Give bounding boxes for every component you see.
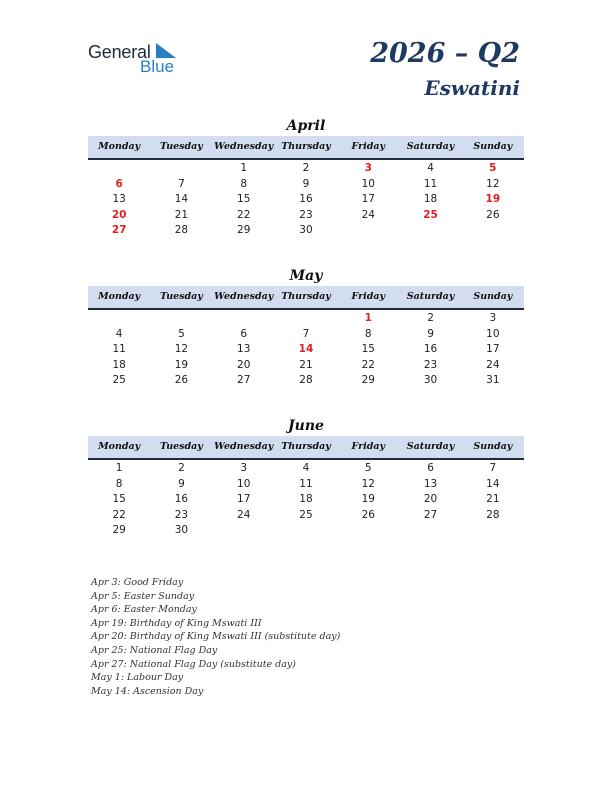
empty-day-cell <box>88 161 150 177</box>
day-cell: 7 <box>178 177 185 190</box>
day-cell: 22 <box>361 358 375 371</box>
day-cell: 26 <box>486 208 500 221</box>
day-cell: 10 <box>361 177 375 190</box>
weekday-label: Sunday <box>473 291 513 302</box>
empty-day-cell <box>150 161 212 177</box>
day-cell: 5 <box>178 327 185 340</box>
day-cell: 15 <box>237 193 251 205</box>
weekday-label: Wednesday <box>214 141 274 152</box>
day-cell: 18 <box>423 193 438 205</box>
day-cell: 4 <box>302 462 310 474</box>
holiday-day-cell: 1 <box>364 312 372 324</box>
day-cell: 27 <box>423 508 438 521</box>
day-cell: 28 <box>299 374 313 386</box>
weekday-label: Saturday <box>406 141 455 152</box>
holiday-day-cell: 27 <box>111 224 127 236</box>
day-cell: 2 <box>427 312 434 324</box>
weekday-label: Thursday <box>281 291 331 302</box>
empty-day-cell <box>213 311 275 327</box>
logo-text-general: General <box>88 42 151 62</box>
day-cell: 2 <box>178 462 185 474</box>
day-cell: 12 <box>361 477 375 490</box>
day-cell: 29 <box>112 524 126 536</box>
holiday-day-cell: 14 <box>298 343 314 355</box>
empty-day-cell <box>150 311 212 327</box>
holiday-note: Apr 20: Birthday of King Mswati III (substitute day) <box>91 631 341 643</box>
day-cell: 17 <box>486 343 500 355</box>
day-cell: 23 <box>174 508 189 521</box>
day-cell: 24 <box>486 358 500 371</box>
month-title: May <box>289 268 323 284</box>
day-cell: 14 <box>486 477 500 490</box>
weekday-label: Sunday <box>473 141 513 152</box>
weekday-label: Friday <box>351 441 386 452</box>
day-cell: 29 <box>361 374 375 386</box>
weekday-label: Monday <box>98 141 141 152</box>
day-cell: 6 <box>427 462 434 474</box>
day-cell: 17 <box>361 193 375 205</box>
day-cell: 27 <box>237 374 251 386</box>
day-cell: 23 <box>423 358 438 371</box>
day-cell: 19 <box>361 493 375 505</box>
day-grid <box>88 310 524 389</box>
day-cell: 12 <box>174 343 189 355</box>
holiday-day-cell: 20 <box>111 208 127 221</box>
page-title: 2026 – Q2 <box>370 38 520 69</box>
day-cell: 30 <box>299 224 313 236</box>
day-cell: 9 <box>302 177 310 190</box>
day-grid <box>88 160 524 239</box>
holiday-note: Apr 19: Birthday of King Mswati III <box>91 617 262 629</box>
day-cell: 14 <box>174 193 189 205</box>
day-cell: 25 <box>299 508 313 521</box>
day-cell: 29 <box>237 224 251 236</box>
weekday-label: Sunday <box>473 441 513 452</box>
day-cell: 23 <box>299 208 313 221</box>
day-cell: 31 <box>486 374 500 386</box>
holiday-day-cell: 25 <box>423 208 438 221</box>
weekday-header <box>88 286 524 310</box>
day-cell: 26 <box>361 508 375 521</box>
holiday-notes <box>91 576 531 698</box>
empty-day-cell <box>275 311 337 327</box>
day-cell: 21 <box>486 493 500 505</box>
weekday-label: Monday <box>98 291 141 302</box>
day-cell: 12 <box>486 177 500 190</box>
weekday-header <box>88 136 524 160</box>
holiday-day-cell: 6 <box>115 177 123 190</box>
day-cell: 1 <box>240 162 248 174</box>
month-title: June <box>288 418 324 434</box>
country-title: Eswatini <box>424 76 520 100</box>
weekday-label: Saturday <box>406 291 455 302</box>
holiday-note: Apr 27: National Flag Day (substitute day) <box>91 658 296 670</box>
day-cell: 22 <box>237 208 251 221</box>
day-cell: 15 <box>112 493 126 505</box>
day-cell: 20 <box>237 358 251 371</box>
weekday-label: Tuesday <box>160 291 203 302</box>
day-cell: 7 <box>302 327 310 340</box>
day-cell: 3 <box>240 462 248 474</box>
day-cell: 16 <box>174 493 189 505</box>
holiday-note: May 1: Labour Day <box>91 672 184 684</box>
day-cell: 4 <box>115 327 123 340</box>
day-cell: 22 <box>112 508 126 521</box>
day-cell: 11 <box>112 343 126 355</box>
month-block-april <box>88 116 524 239</box>
weekday-label: Tuesday <box>160 141 203 152</box>
holiday-day-cell: 3 <box>364 162 372 174</box>
day-cell: 13 <box>237 343 251 355</box>
month-title: April <box>286 118 326 134</box>
holiday-note: May 14: Ascension Day <box>91 685 204 697</box>
weekday-label: Wednesday <box>214 441 274 452</box>
day-cell: 13 <box>423 477 438 490</box>
day-cell: 21 <box>299 358 313 371</box>
day-cell: 6 <box>240 327 248 340</box>
day-cell: 8 <box>240 177 248 190</box>
month-block-may <box>88 266 524 389</box>
day-cell: 9 <box>178 477 185 490</box>
day-cell: 28 <box>486 508 500 521</box>
day-cell: 15 <box>361 343 375 355</box>
weekday-label: Friday <box>351 291 386 302</box>
day-cell: 11 <box>423 177 438 190</box>
day-cell: 24 <box>237 508 251 521</box>
day-cell: 19 <box>174 358 189 371</box>
day-cell: 18 <box>299 493 313 505</box>
day-grid <box>88 460 524 539</box>
day-cell: 8 <box>115 477 123 490</box>
weekday-label: Thursday <box>281 141 331 152</box>
day-cell: 10 <box>237 477 251 490</box>
day-cell: 18 <box>112 358 126 371</box>
day-cell: 28 <box>174 224 189 236</box>
day-cell: 7 <box>489 462 497 474</box>
day-cell: 1 <box>115 462 123 474</box>
weekday-label: Tuesday <box>160 441 203 452</box>
day-cell: 21 <box>174 208 189 221</box>
day-cell: 8 <box>364 327 372 340</box>
month-block-june <box>88 416 524 539</box>
holiday-note: Apr 6: Easter Monday <box>91 604 197 616</box>
holiday-day-cell: 19 <box>485 193 501 205</box>
day-cell: 30 <box>423 374 438 386</box>
day-cell: 2 <box>302 162 310 174</box>
day-cell: 3 <box>489 312 497 324</box>
weekday-label: Thursday <box>281 441 331 452</box>
weekday-label: Wednesday <box>214 291 274 302</box>
day-cell: 17 <box>237 493 251 505</box>
day-cell: 20 <box>423 493 438 505</box>
logo-text-blue: Blue <box>140 57 175 76</box>
day-cell: 4 <box>427 162 434 174</box>
day-cell: 24 <box>361 208 375 221</box>
weekday-label: Monday <box>98 441 141 452</box>
day-cell: 26 <box>174 374 189 386</box>
day-cell: 13 <box>112 193 126 205</box>
empty-day-cell <box>88 311 150 327</box>
day-cell: 9 <box>427 327 434 340</box>
weekday-label: Saturday <box>406 441 455 452</box>
holiday-day-cell: 5 <box>489 162 497 174</box>
holiday-note: Apr 5: Easter Sunday <box>91 590 195 602</box>
day-cell: 25 <box>112 374 126 386</box>
day-cell: 5 <box>364 462 372 474</box>
day-cell: 16 <box>423 343 438 355</box>
holiday-note: Apr 25: National Flag Day <box>91 644 218 656</box>
day-cell: 10 <box>486 327 500 340</box>
weekday-header <box>88 436 524 460</box>
logo <box>88 42 188 76</box>
weekday-label: Friday <box>351 141 386 152</box>
day-cell: 16 <box>299 193 313 205</box>
day-cell: 30 <box>174 524 189 536</box>
holiday-note: Apr 3: Good Friday <box>91 577 184 588</box>
day-cell: 11 <box>299 477 313 490</box>
